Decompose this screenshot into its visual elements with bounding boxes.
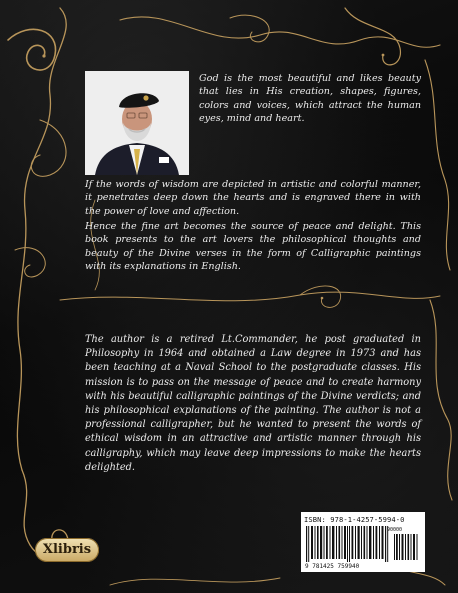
publisher-name: Xlibris — [42, 542, 92, 557]
barcode-bars — [306, 526, 420, 562]
isbn-label: ISBN: 978-1-4257-5994-0 — [304, 515, 405, 524]
barcode-box — [301, 512, 425, 572]
author-photo — [85, 71, 189, 175]
author-bio-paragraph: The author is a retired Lt.Commander, he post graduated in Philosophy in 1964 and obtained a Law degree in 1973 and has been teaching at a Naval School to the postgraduate classes. His mission is to pass on the message of peace and to create harmony with his beautiful calligraphic paintings of the Divine verdicts; and his philosophical explanations of the painting. The author is not a professional calligrapher, but he wanted to present the words of ethical wisdom in an attractive and artistic manner through his calligraphy, which may leave deep impressions to make the hearts delighted. — [85, 334, 421, 473]
publisher-logo — [35, 538, 99, 562]
wisdom-paragraph: If the words of wisdom are depicted in artistic and colorful manner, it penetrates deep down the hearts and is engraved there in with the power of love and affection. — [85, 179, 421, 217]
barcode-number: 9 781425 759940 — [305, 563, 360, 570]
book-paragraph: Hence the fine art becomes the source of peace and delight. This book presents to the art lovers the philosophical thoughts and beauty of the Divine verses in the form of Calligraphic paintings with its explanations in English. — [85, 221, 421, 272]
intro-paragraph: God is the most beautiful and likes beauty that lies in His creation, shapes, figures, colors and voices, which attract the human eyes, mind and heart. — [199, 73, 421, 124]
barcode-addon-number: 90000 — [387, 527, 403, 533]
